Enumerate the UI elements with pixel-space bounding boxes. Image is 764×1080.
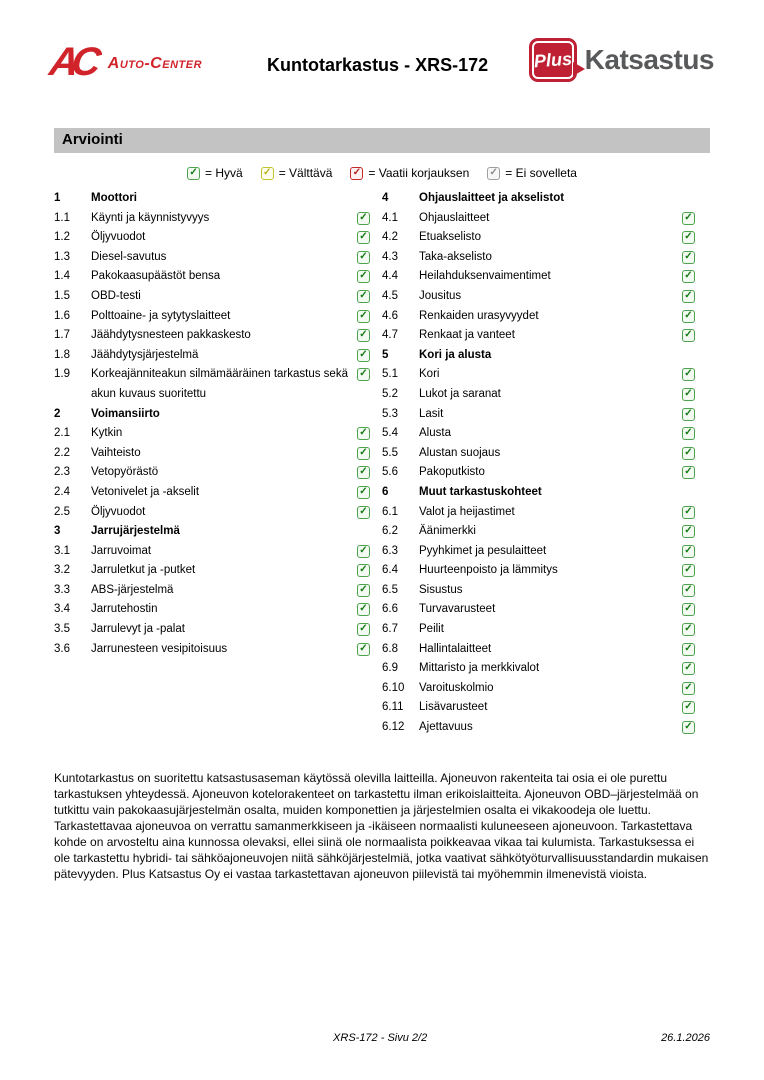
section-title: Voimansiirto <box>91 407 160 420</box>
item-number: 1.9 <box>54 368 70 381</box>
checklist-row <box>54 483 370 503</box>
status-checkbox-good-icon: ✓ <box>357 564 370 577</box>
section-title: Moottori <box>91 192 137 204</box>
item-number: 1.6 <box>54 309 70 322</box>
item-number: 6.8 <box>382 642 398 655</box>
status-checkbox-fair-icon: ✓ <box>261 167 274 180</box>
item-label: Huurteenpoisto ja lämmitys <box>419 564 558 577</box>
status-checkbox-good-icon: ✓ <box>682 408 695 421</box>
item-number: 1.8 <box>54 348 70 361</box>
item-number: 4.5 <box>382 289 398 302</box>
status-checkbox-good-icon: ✓ <box>682 545 695 558</box>
checklist-row <box>382 718 695 738</box>
status-checkbox-good-icon: ✓ <box>357 584 370 597</box>
plus-badge-icon <box>529 38 577 82</box>
status-checkbox-good-icon: ✓ <box>682 329 695 342</box>
item-number: 2 <box>54 407 61 420</box>
item-number: 6.10 <box>382 681 405 694</box>
checklist-column-right <box>382 189 709 738</box>
status-checkbox-good-icon: ✓ <box>682 623 695 636</box>
item-number: 6.1 <box>382 505 398 518</box>
legend-item-good <box>187 166 243 180</box>
item-label: Renkaat ja vanteet <box>419 329 515 342</box>
item-number: 6.6 <box>382 603 398 616</box>
item-number: 1.4 <box>54 270 70 283</box>
item-label: Korkeajänniteakun silmämääräinen tarkastus sekä akun kuvaus suoritettu <box>91 368 348 400</box>
item-number: 6.3 <box>382 544 398 557</box>
plus-katsastus-logo <box>529 38 714 82</box>
status-legend <box>0 166 764 180</box>
item-number: 1.5 <box>54 289 70 302</box>
item-number: 2.1 <box>54 427 70 440</box>
checklist-row <box>54 542 370 562</box>
item-number: 3.1 <box>54 544 70 557</box>
item-label: Lisävarusteet <box>419 701 488 714</box>
checklist-row <box>382 600 695 620</box>
status-checkbox-good-icon: ✓ <box>357 545 370 558</box>
checklist-row <box>382 659 695 679</box>
item-number: 4.3 <box>382 250 398 263</box>
status-checkbox-good-icon: ✓ <box>357 231 370 244</box>
legend-item-fair <box>261 166 333 180</box>
item-label: Etuakselisto <box>419 231 482 244</box>
checklist-row <box>382 542 695 562</box>
item-label: Vaihteisto <box>91 446 141 459</box>
status-checkbox-good-icon: ✓ <box>357 329 370 342</box>
item-label: Kytkin <box>91 427 123 440</box>
auto-center-logo-text: Auto-Center <box>107 55 203 72</box>
status-checkbox-good-icon: ✓ <box>357 427 370 440</box>
item-number: 1.3 <box>54 250 70 263</box>
checklist-row <box>54 640 370 660</box>
item-label: Peilit <box>419 623 444 636</box>
checklist-row <box>54 326 370 346</box>
status-checkbox-good-icon: ✓ <box>357 310 370 323</box>
status-checkbox-good-icon: ✓ <box>682 251 695 264</box>
plus-badge-tail <box>573 62 585 76</box>
status-checkbox-good-icon: ✓ <box>357 270 370 283</box>
section-row <box>382 483 695 503</box>
section-title: Jarrujärjestelmä <box>91 525 180 538</box>
item-number: 4.2 <box>382 231 398 244</box>
checklist-row <box>54 248 370 268</box>
item-number: 5 <box>382 348 389 361</box>
status-checkbox-good-icon: ✓ <box>357 447 370 460</box>
item-label: Käynti ja käynnistyvyys <box>91 211 210 224</box>
status-checkbox-good-icon: ✓ <box>682 701 695 714</box>
item-number: 6.9 <box>382 662 398 675</box>
item-label: Kori <box>419 368 440 381</box>
section-title: Muut tarkastuskohteet <box>419 485 542 498</box>
status-checkbox-good-icon: ✓ <box>682 270 695 283</box>
checklist-row <box>382 503 695 523</box>
status-checkbox-good-icon: ✓ <box>682 564 695 577</box>
checklist-row <box>54 228 370 248</box>
checklist-row <box>54 620 370 640</box>
checklist-row <box>382 640 695 660</box>
item-label: Vetopyörästö <box>91 466 159 479</box>
item-number: 5.2 <box>382 387 398 400</box>
status-checkbox-good-icon: ✓ <box>682 506 695 519</box>
item-number: 1 <box>54 192 61 204</box>
status-checkbox-good-icon: ✓ <box>682 427 695 440</box>
legend-label: = Ei sovelleta <box>505 166 577 180</box>
checklist-columns <box>54 189 710 738</box>
item-label: Pakoputkisto <box>419 466 485 479</box>
section-title: Ohjauslaitteet ja akselistot <box>419 192 565 204</box>
status-checkbox-good-icon: ✓ <box>682 368 695 381</box>
status-checkbox-good-icon: ✓ <box>682 721 695 734</box>
footer-date: 26.1.2026 <box>661 1032 710 1044</box>
item-label: Öljyvuodot <box>91 505 146 518</box>
plus-badge-label: Plus <box>532 48 573 71</box>
item-number: 3.4 <box>54 603 70 616</box>
auto-center-logo-mark: AC <box>46 40 97 84</box>
item-label: Vetonivelet ja -akselit <box>91 485 200 498</box>
checklist-row <box>382 267 695 287</box>
checklist-row <box>382 444 695 464</box>
status-checkbox-needs-repair-icon: ✓ <box>350 167 363 180</box>
item-label: Taka-akselisto <box>419 250 492 263</box>
item-number: 6 <box>382 485 389 498</box>
checklist-row <box>382 248 695 268</box>
item-label: Ohjauslaitteet <box>419 211 490 224</box>
item-number: 6.11 <box>382 701 404 714</box>
item-number: 3.6 <box>54 642 70 655</box>
section-row <box>54 189 370 209</box>
checklist-row <box>382 287 695 307</box>
status-checkbox-not-applicable-icon: ✓ <box>487 167 500 180</box>
status-checkbox-good-icon: ✓ <box>357 466 370 479</box>
checklist-row <box>382 405 695 425</box>
checklist-row <box>382 620 695 640</box>
status-checkbox-good-icon: ✓ <box>682 231 695 244</box>
item-label: Jarrutehostin <box>91 603 158 616</box>
checklist-row <box>54 561 370 581</box>
item-label: Jarruvoimat <box>91 544 152 557</box>
checklist-row <box>382 228 695 248</box>
item-label: Alustan suojaus <box>419 446 501 459</box>
status-checkbox-good-icon: ✓ <box>682 212 695 225</box>
item-label: OBD-testi <box>91 289 141 302</box>
item-number: 1.7 <box>54 329 70 342</box>
checklist-row <box>54 307 370 327</box>
status-checkbox-good-icon: ✓ <box>357 212 370 225</box>
item-label: Turvavarusteet <box>419 603 496 616</box>
status-checkbox-good-icon: ✓ <box>682 290 695 303</box>
checklist-row <box>382 581 695 601</box>
checklist-row <box>382 385 695 405</box>
item-label: Mittaristo ja merkkivalot <box>419 662 540 675</box>
item-label: Varoituskolmio <box>419 681 494 694</box>
status-checkbox-good-icon: ✓ <box>682 643 695 656</box>
item-number: 4.4 <box>382 270 398 283</box>
legend-item-needs-repair <box>350 166 469 180</box>
item-number: 2.3 <box>54 466 70 479</box>
item-label: Lukot ja saranat <box>419 387 501 400</box>
status-checkbox-good-icon: ✓ <box>357 368 370 381</box>
item-number: 4.1 <box>382 211 398 224</box>
checklist-row <box>382 365 695 385</box>
checklist-row <box>382 679 695 699</box>
status-checkbox-good-icon: ✓ <box>357 251 370 264</box>
item-label: Jäähdytysnesteen pakkaskesto <box>91 329 251 342</box>
item-number: 6.4 <box>382 564 398 577</box>
item-number: 6.12 <box>382 721 405 734</box>
section-row <box>54 405 370 425</box>
item-label: Lasit <box>419 407 444 420</box>
item-number: 5.1 <box>382 368 398 381</box>
section-header-arviointi: Arviointi <box>54 128 710 153</box>
item-label: Polttoaine- ja sytytyslaitteet <box>91 309 231 322</box>
status-checkbox-good-icon: ✓ <box>357 349 370 362</box>
status-checkbox-good-icon: ✓ <box>682 603 695 616</box>
status-checkbox-good-icon: ✓ <box>682 662 695 675</box>
checklist-row <box>54 581 370 601</box>
checklist-row <box>382 424 695 444</box>
item-number: 2.2 <box>54 446 70 459</box>
footer-page-label: XRS-172 - Sivu 2/2 <box>333 1032 428 1044</box>
status-checkbox-good-icon: ✓ <box>682 310 695 323</box>
status-checkbox-good-icon: ✓ <box>682 682 695 695</box>
page-title: Kuntotarkastus - XRS-172 <box>267 55 489 75</box>
item-number: 5.6 <box>382 466 398 479</box>
status-checkbox-good-icon: ✓ <box>682 525 695 538</box>
item-label: Pakokaasupäästöt bensa <box>91 270 221 283</box>
item-number: 2.4 <box>54 485 70 498</box>
item-number: 6.5 <box>382 583 398 596</box>
status-checkbox-good-icon: ✓ <box>682 447 695 460</box>
item-label: Sisustus <box>419 583 463 596</box>
item-label: Diesel-savutus <box>91 250 167 263</box>
legend-label: = Hyvä <box>205 166 243 180</box>
checklist-row <box>54 424 370 444</box>
auto-center-logo <box>46 40 203 84</box>
report-header <box>0 0 764 104</box>
legend-label: = Vaatii korjauksen <box>368 166 470 180</box>
checklist-row <box>54 365 370 404</box>
checklist-row <box>54 267 370 287</box>
checklist-row <box>382 698 695 718</box>
status-checkbox-good-icon: ✓ <box>357 623 370 636</box>
checklist-row <box>382 522 695 542</box>
item-label: Heilahduksenvaimentimet <box>419 270 551 283</box>
section-title: Kori ja alusta <box>419 348 492 361</box>
checklist-column-left <box>54 189 382 659</box>
item-label: Äänimerkki <box>419 525 476 538</box>
checklist-row <box>382 326 695 346</box>
section-row <box>382 346 695 366</box>
legend-label: = Välttävä <box>278 166 333 180</box>
item-number: 3 <box>54 525 61 538</box>
status-checkbox-good-icon: ✓ <box>357 506 370 519</box>
item-number: 1.2 <box>54 231 70 244</box>
item-label: Jousitus <box>419 289 462 302</box>
status-checkbox-good-icon: ✓ <box>357 290 370 303</box>
checklist-row <box>382 561 695 581</box>
item-number: 5.3 <box>382 407 398 420</box>
item-label: Pyyhkimet ja pesulaitteet <box>419 544 547 557</box>
legend-item-not-applicable <box>487 166 577 180</box>
checklist-row <box>382 307 695 327</box>
item-number: 6.7 <box>382 623 398 636</box>
status-checkbox-good-icon: ✓ <box>682 388 695 401</box>
status-checkbox-good-icon: ✓ <box>357 486 370 499</box>
item-label: ABS-järjestelmä <box>91 583 174 596</box>
checklist-row <box>54 444 370 464</box>
item-label: Jäähdytysjärjestelmä <box>91 348 199 361</box>
status-checkbox-good-icon: ✓ <box>682 584 695 597</box>
item-number: 2.5 <box>54 505 70 518</box>
item-label: Renkaiden urasyvyydet <box>419 309 539 322</box>
item-number: 3.5 <box>54 623 70 636</box>
item-label: Jarrulevyt ja -palat <box>91 623 185 636</box>
checklist-row <box>54 346 370 366</box>
item-label: Valot ja heijastimet <box>419 505 515 518</box>
checklist-row <box>382 209 695 229</box>
item-label: Öljyvuodot <box>91 231 146 244</box>
item-label: Alusta <box>419 427 451 440</box>
status-checkbox-good-icon: ✓ <box>357 643 370 656</box>
checklist-row <box>54 209 370 229</box>
plus-katsastus-logo-text: Katsastus <box>584 44 714 75</box>
checklist-row <box>54 600 370 620</box>
checklist-row <box>54 463 370 483</box>
checklist-row <box>382 463 695 483</box>
item-number: 4.6 <box>382 309 398 322</box>
item-number: 5.5 <box>382 446 398 459</box>
checklist-row <box>54 287 370 307</box>
status-checkbox-good-icon: ✓ <box>187 167 200 180</box>
item-number: 3.3 <box>54 583 70 596</box>
item-number: 3.2 <box>54 564 70 577</box>
checklist-row <box>54 503 370 523</box>
item-number: 6.2 <box>382 525 398 538</box>
item-label: Jarruletkut ja -putket <box>91 564 196 577</box>
item-label: Jarrunesteen vesipitoisuus <box>91 642 228 655</box>
item-number: 1.1 <box>54 211 70 224</box>
page-footer <box>0 1032 764 1046</box>
item-number: 5.4 <box>382 427 398 440</box>
status-checkbox-good-icon: ✓ <box>357 603 370 616</box>
section-row <box>54 522 370 542</box>
item-label: Hallintalaitteet <box>419 642 492 655</box>
section-row <box>382 189 695 209</box>
disclaimer-text: Kuntotarkastus on suoritettu katsastusaseman käytössä olevilla laitteilla. Ajoneuvon rakenteita tai osia ei ole purettu tarkastuksen yhteydessä. Ajoneuvon kotelorakenteet on tarkastettu ilman erikoislaitteita. Ajoneuvon OBD–järjestelmää on tutkittu vain pakokaasujärjestelmän osalta, muiden komponettien ja järjestelmien osalta ei vikakoodeja ole luettu. Tarkastettavaa ajoneuvoa on verrattu samanmerkkiseen ja -ikäiseen normaalisti kuluneeseen ajoneuvoon. Tarkastettava kohde on arvosteltu aina kunnossa olevaksi, ellei siinä ole normaalista poikkeavaa vikaa tai kulumista. Tarkastuksessa ei ole tarkastettu hybridi- tai sähköajoneuvojen niitä sähköjärjestelmiä, jotka vaativat sähkötyöturvallisuusstandardin mukaisen pätevyyden. Plus Katsastus Oy ei vastaa tarkastettavan ajoneuvon piilevistä tai myöhemmin ilmenevistä vioista. <box>54 770 709 882</box>
item-number: 4.7 <box>382 329 398 342</box>
status-checkbox-good-icon: ✓ <box>682 466 695 479</box>
item-label: Ajettavuus <box>419 721 473 734</box>
item-number: 4 <box>382 192 389 204</box>
